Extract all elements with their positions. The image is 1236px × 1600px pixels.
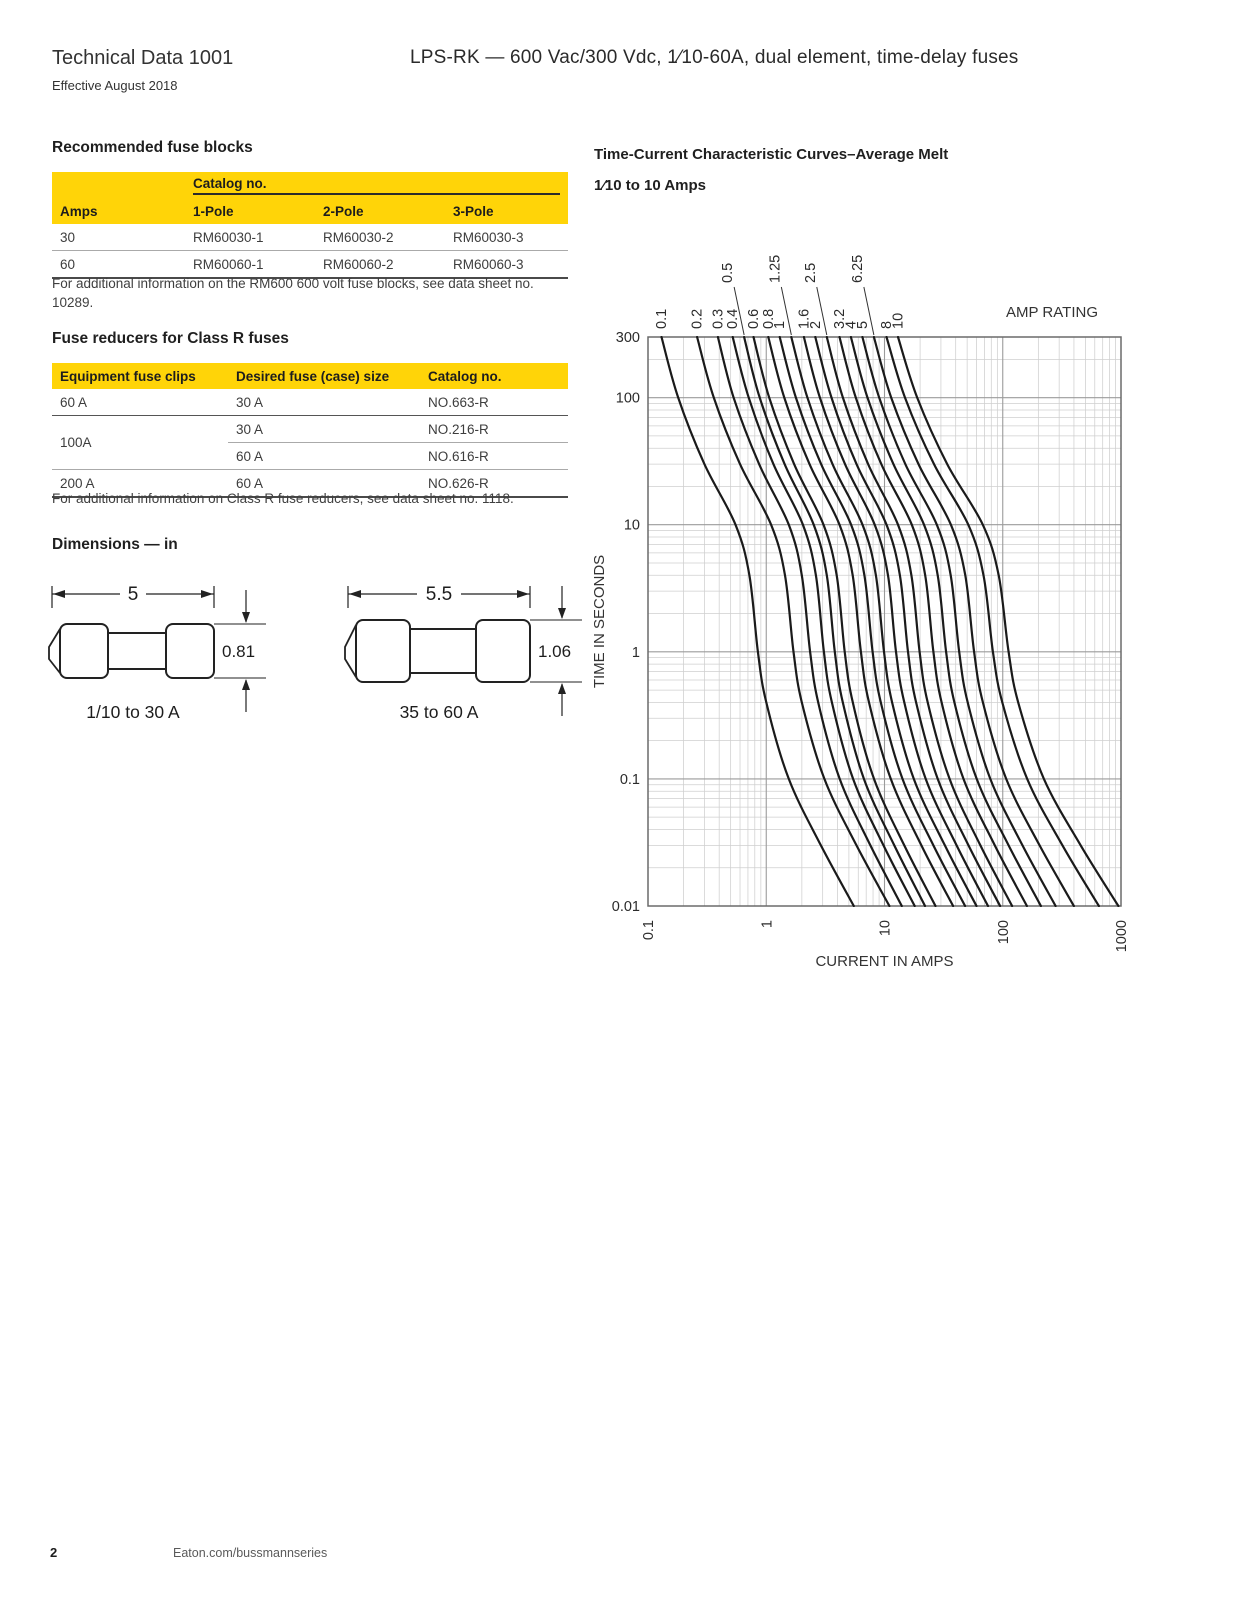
y-tick-10: 10 <box>623 517 640 534</box>
cell-clips: 60 A <box>52 389 228 416</box>
arrowhead-left <box>349 590 361 598</box>
curve-0.3 <box>718 337 902 906</box>
chart-grid <box>648 337 1121 906</box>
amp-label-0.3: 0.3 <box>710 308 727 329</box>
amp-label-3.2: 3.2 <box>831 308 848 329</box>
cell-3pole: RM60060-3 <box>445 251 568 279</box>
melt-curves <box>662 337 1119 906</box>
amp-label-10: 10 <box>890 312 907 329</box>
arrowhead-right <box>201 590 213 598</box>
footer-website-link[interactable]: Eaton.com/bussmannseries <box>173 1546 328 1560</box>
col-header-2pole: 2-Pole <box>315 198 445 224</box>
x-tick-0.1: 0.1 <box>641 920 657 941</box>
col-header-clips: Equipment fuse clips <box>52 363 228 389</box>
arrowhead-right <box>517 590 529 598</box>
amp-label-0.4: 0.4 <box>725 308 742 329</box>
fuse-end-cap-left <box>60 624 108 678</box>
fuse-end-cap-left <box>356 620 410 682</box>
cell-catalog: NO.216-R <box>420 416 568 443</box>
x-tick-1: 1 <box>759 920 776 929</box>
arrowhead-down <box>242 612 250 623</box>
y-tick-1: 1 <box>631 644 640 661</box>
cell-clips: 200 A <box>52 470 228 498</box>
x-tick-1000: 1000 <box>1114 920 1130 953</box>
page-number: 2 <box>50 1545 58 1560</box>
amp-label-2.5: 2.5 <box>802 262 819 283</box>
amp-label-6.25: 6.25 <box>849 254 866 283</box>
heading-fuse-blocks: Recommended fuse blocks <box>52 139 253 156</box>
y-axis-title: TIME IN SECONDS <box>591 554 608 689</box>
col-header-amps: Amps <box>52 198 185 224</box>
table-row <box>52 224 568 251</box>
cell-1pole: RM60060-1 <box>185 251 315 279</box>
amp-label-1: 1 <box>772 320 789 329</box>
amp-label-1.6: 1.6 <box>796 308 813 329</box>
heading-fuse-reducers: Fuse reducers for Class R fuses <box>52 330 289 347</box>
cell-amps: 30 <box>52 224 185 251</box>
amp-label-8: 8 <box>879 320 896 329</box>
cell-size: 30 A <box>228 416 420 443</box>
fuse-blocks-note: For additional information on the RM600 600 volt fuse blocks, see data sheet no. 10289. <box>52 276 534 311</box>
doc-title: Technical Data 1001 <box>52 47 234 69</box>
cell-catalog: NO.626-R <box>420 470 568 498</box>
empty-header-cell <box>52 172 185 198</box>
fuse-body <box>106 633 170 669</box>
fuse-dimension-diagram-large <box>338 572 630 724</box>
y-tick-100: 100 <box>615 390 640 407</box>
cell-size: 60 A <box>228 470 420 498</box>
chart-subtitle: 1⁄10 to 10 Amps <box>594 177 706 194</box>
cell-catalog: NO.663-R <box>420 389 568 416</box>
fuse-caption: 1/10 to 30 A <box>86 702 180 722</box>
amp-label-0.5: 0.5 <box>720 262 737 283</box>
cell-size: 30 A <box>228 389 420 416</box>
cell-catalog: NO.616-R <box>420 443 568 470</box>
fuse-reducers-note: For additional information on Class R fuse reducers, see data sheet no. 1118. <box>52 491 514 506</box>
table-header-row <box>52 198 568 224</box>
cell-2pole: RM60060-2 <box>315 251 445 279</box>
fuse-body <box>408 629 480 673</box>
fuse-reducers-table <box>52 363 568 498</box>
chart-title: Time-Current Characteristic Curves–Average Melt <box>594 146 949 163</box>
effective-date: Effective August 2018 <box>52 78 178 93</box>
amp-label-0.1: 0.1 <box>653 308 670 329</box>
y-tick-0.01: 0.01 <box>611 899 640 915</box>
length-dimension-label: 5 <box>127 584 139 605</box>
x-tick-10: 10 <box>877 920 894 937</box>
amp-label-0.6: 0.6 <box>745 308 762 329</box>
table-header-row <box>52 363 568 389</box>
diameter-dimension-label: 0.81 <box>222 642 256 661</box>
fuse-caption: 35 to 60 A <box>399 702 479 722</box>
table-group-header-row <box>52 172 568 198</box>
table-row <box>52 389 568 416</box>
catalog-group-header: Catalog no. <box>185 172 568 198</box>
amp-label-1.25: 1.25 <box>767 254 784 283</box>
arrowhead-up <box>558 683 566 694</box>
col-header-1pole: 1-Pole <box>185 198 315 224</box>
time-current-characteristic-chart <box>588 240 1236 988</box>
cell-size: 60 A <box>228 443 420 470</box>
amp-label-2: 2 <box>807 320 824 329</box>
curve-1.25 <box>791 337 976 906</box>
diameter-dimension-label: 1.06 <box>538 642 572 661</box>
amp-label-4: 4 <box>843 320 860 329</box>
arrowhead-left <box>53 590 65 598</box>
col-header-3pole: 3-Pole <box>445 198 568 224</box>
x-axis-title: CURRENT IN AMPS <box>815 953 954 970</box>
fuse-dimension-diagram-small <box>42 572 310 724</box>
length-dimension-label: 5.5 <box>425 584 453 605</box>
amp-rating-legend: AMP RATING <box>1006 304 1098 321</box>
product-title: LPS-RK — 600 Vac/300 Vdc, 1⁄10-60A, dual element, time-delay fuses <box>410 47 1019 68</box>
fuse-clip-tab <box>345 625 356 677</box>
curve-0.8 <box>768 337 953 906</box>
fuse-blocks-table <box>52 172 568 279</box>
x-tick-100: 100 <box>995 920 1012 945</box>
amp-label-0.8: 0.8 <box>760 308 777 329</box>
fuse-end-cap-right <box>166 624 214 678</box>
heading-dimensions: Dimensions — in <box>52 536 178 553</box>
cell-1pole: RM60030-1 <box>185 224 315 251</box>
cell-amps: 60 <box>52 251 185 279</box>
cell-3pole: RM60030-3 <box>445 224 568 251</box>
curve-0.5 <box>744 337 925 906</box>
amp-label-5: 5 <box>854 320 871 329</box>
amp-label-0.2: 0.2 <box>689 308 706 329</box>
y-tick-0.1: 0.1 <box>619 771 640 788</box>
table-row <box>52 416 568 443</box>
amp-rating-labels <box>654 255 907 335</box>
fuse-clip-tab <box>49 629 60 673</box>
col-header-catalog: Catalog no. <box>420 363 568 389</box>
cell-2pole: RM60030-2 <box>315 224 445 251</box>
col-header-size: Desired fuse (case) size <box>228 363 420 389</box>
y-tick-300: 300 <box>615 330 640 346</box>
fuse-end-cap-right <box>476 620 530 682</box>
cell-clips: 100A <box>52 416 228 470</box>
arrowhead-up <box>242 679 250 690</box>
arrowhead-down <box>558 608 566 619</box>
